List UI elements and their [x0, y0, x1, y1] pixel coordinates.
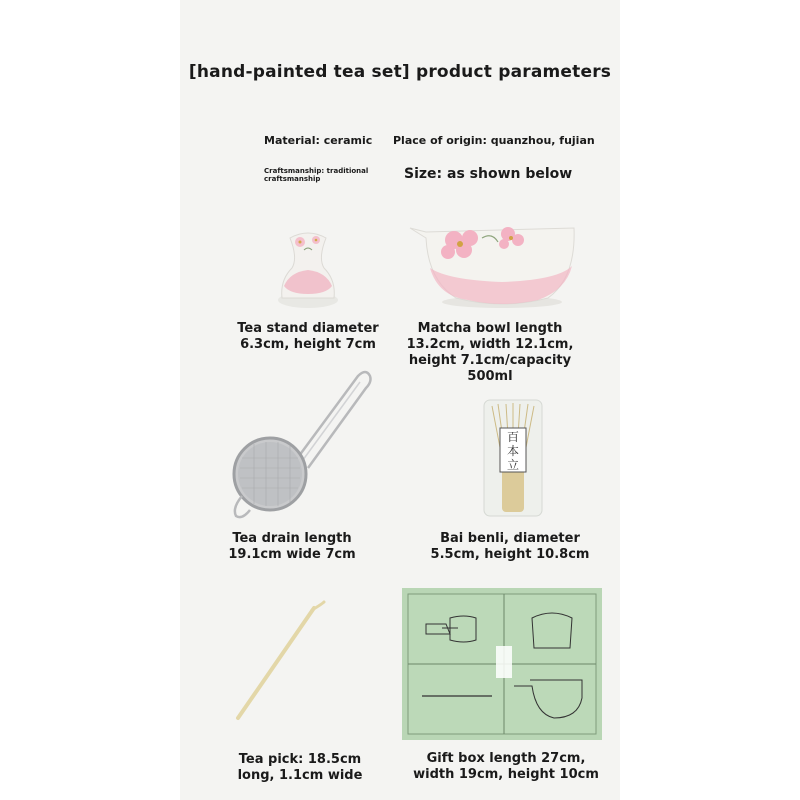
size-spec: Size: as shown below: [404, 166, 573, 182]
tea-pick-caption: Tea pick: 18.5cm long, 1.1cm wide: [237, 752, 363, 783]
page-title: [hand-painted tea set] product parameters: [188, 62, 612, 82]
tea-drain-caption: Tea drain length 19.1cm wide 7cm: [228, 531, 356, 562]
matcha-bowl-image: [408, 218, 588, 308]
matcha-bowl-caption: Matcha bowl length 13.2cm, width 12.1cm, height 7.1cm/capacity 500ml: [406, 321, 574, 384]
tea-pick-image: [232, 600, 328, 722]
tea-drain-image: [226, 368, 376, 528]
origin-spec: Place of origin: quanzhou, fujian: [393, 134, 595, 147]
whisk-caption: Bai benli, diameter 5.5cm, height 10.8cm: [430, 531, 590, 562]
gift-box-caption: Gift box length 27cm, width 19cm, height 10cm: [413, 751, 599, 782]
tea-stand-caption: Tea stand diameter 6.3cm, height 7cm: [237, 321, 379, 352]
craftsmanship-spec: Craftsmanship: traditional craftsmanship: [264, 167, 369, 183]
tea-stand-image: [268, 220, 348, 310]
gift-box-image: [402, 588, 602, 740]
material-spec: Material: ceramic: [264, 134, 373, 147]
whisk-label: 百本立: [506, 430, 519, 472]
